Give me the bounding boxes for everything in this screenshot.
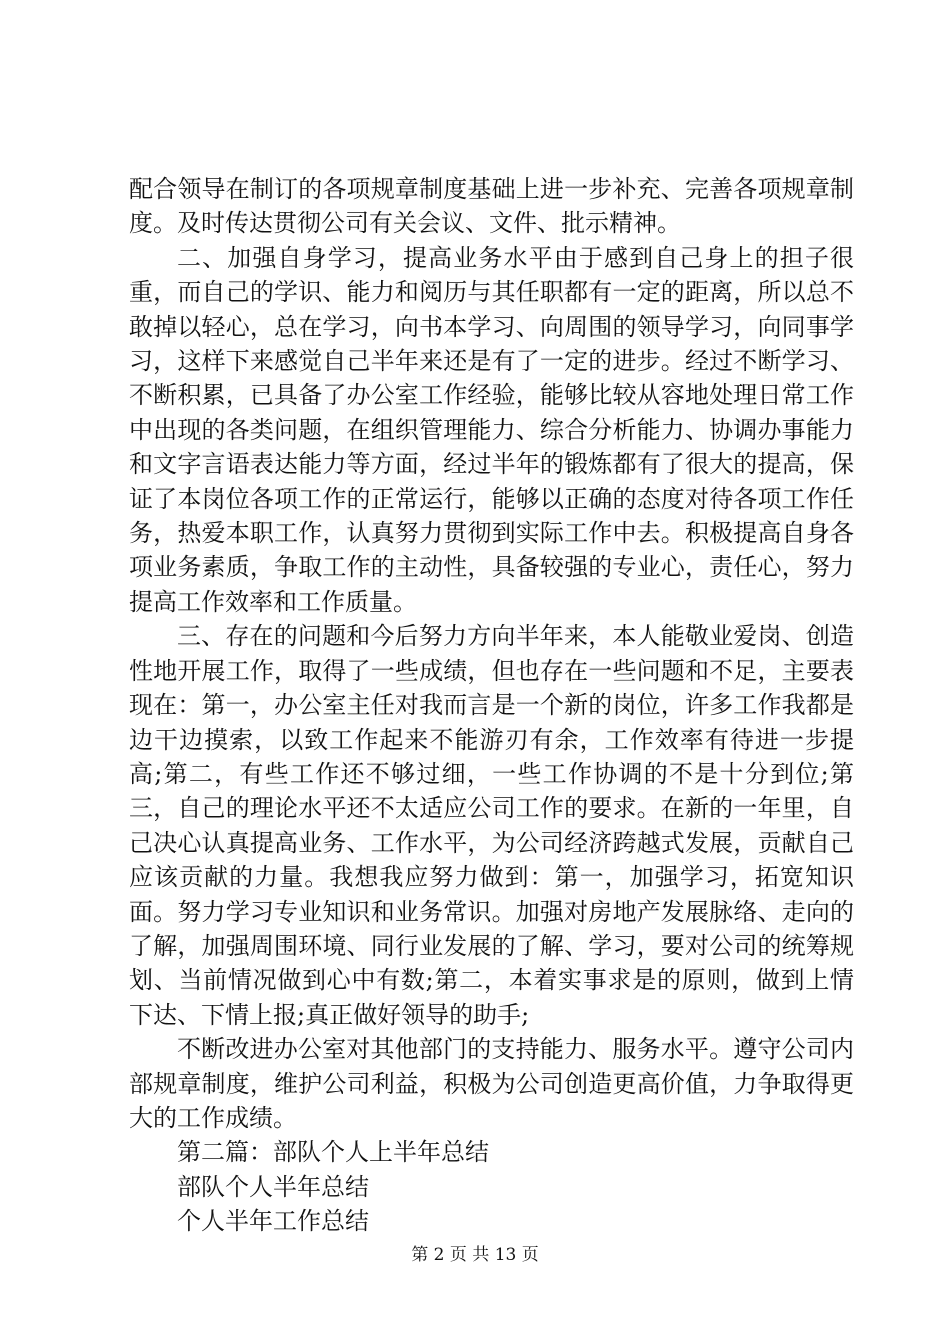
paragraph-continuation: 配合领导在制订的各项规章制度基础上进一步补充、完善各项规章制度。及时传达贯彻公司有关会议、文件、批示精神。	[129, 175, 854, 238]
paragraph-section-three: 三、存在的问题和今后努力方向半年来，本人能敬业爱岗、创造性地开展工作，取得了一些成绩，但也存在一些问题和不足，主要表现在：第一，办公室主任对我而言是一个新的岗位，许多工作我都是边干边摸索，以致工作起来不能游刃有余，工作效率有待进一步提高;第二，有些工作还不够过细，一些工作协调的不是十分到位;第三，自己的理论水平还不太适应公司工作的要求。在新的一年里，自己决心认真提高业务、工作水平，为公司经济跨越式发展，贡献自己应该贡献的力量。我想我应努力做到：第一，加强学习，拓宽知识面。努力学习专业知识和业务常识。加强对房地产发展脉络、走向的了解，加强周围环境、同行业发展的了解、学习，要对公司的统筹规划、当前情况做到心中有数;第二，本着实事求是的原则，做到上情下达、下情上报;真正做好领导的助手;	[129, 622, 854, 1029]
document-body	[129, 172, 854, 1239]
page-footer: 第 2 页 共 13 页	[411, 1245, 539, 1265]
chapter-heading: 第二篇：部队个人上半年总结	[177, 1138, 489, 1167]
subsection-title: 个人半年工作总结	[177, 1207, 369, 1236]
paragraph-section-two: 二、加强自身学习，提高业务水平由于感到自己身上的担子很重，而自己的学识、能力和阅历与其任职都有一定的距离，所以总不敢掉以轻心，总在学习，向书本学习、向周围的领导学习，向同事学习，这样下来感觉自己半年来还是有了一定的进步。经过不断学习、不断积累，已具备了办公室工作经验，能够比较从容地处理日常工作中出现的各类问题，在组织管理能力、综合分析能力、协调办事能力和文字言语表达能力等方面，经过半年的锻炼都有了很大的提高，保证了本岗位各项工作的正常运行，能够以正确的态度对待各项工作任务，热爱本职工作，认真努力贯彻到实际工作中去。积极提高自身各项业务素质，争取工作的主动性，具备较强的专业心，责任心，努力提高工作效率和工作质量。	[129, 243, 854, 616]
section-title: 部队个人半年总结	[177, 1172, 369, 1201]
paragraph-closing: 不断改进办公室对其他部门的支持能力、服务水平。遵守公司内部规章制度，维护公司利益，积极为公司创造更高价值，力争取得更大的工作成绩。	[129, 1035, 854, 1132]
